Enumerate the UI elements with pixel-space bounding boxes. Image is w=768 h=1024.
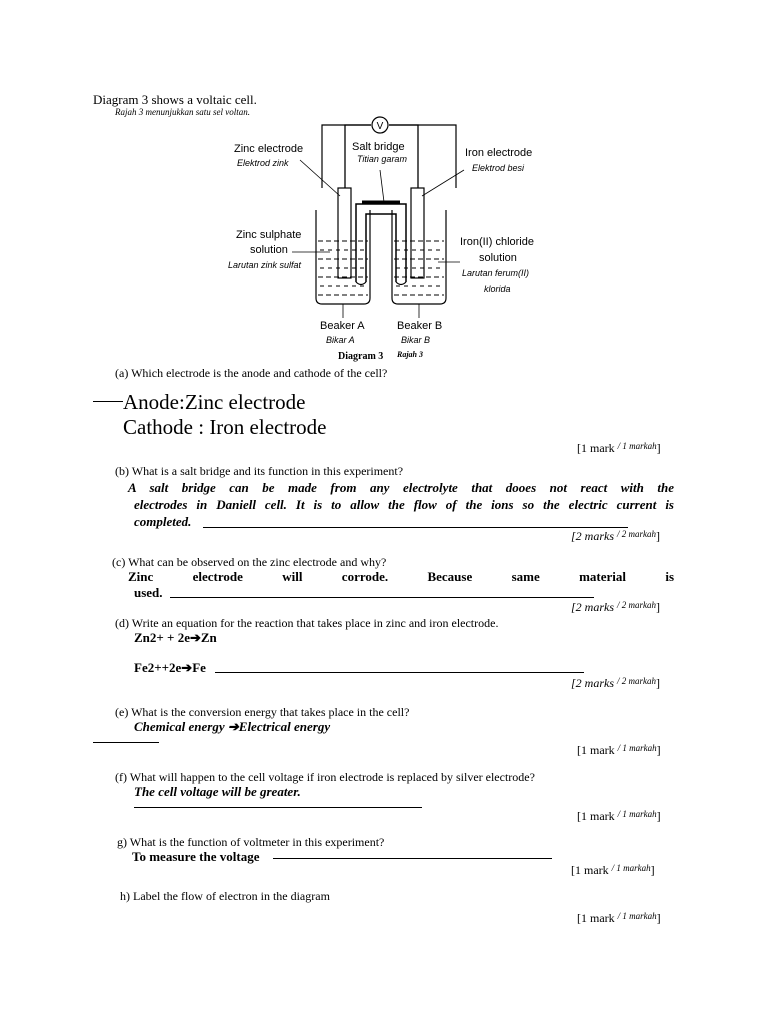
answer-line-c [170,597,594,598]
zinc-electrode-rod [338,188,351,278]
answer-a-1: Anode:Zinc electrode [123,390,306,414]
question-c: (c) What can be observed on the zinc electrode and why? [112,555,387,569]
diagram-caption-my: Rajah 3 [397,350,424,359]
answer-d-2: Fe2++2e➔Fe [134,660,206,675]
label-beaker-b: Beaker B [397,320,443,332]
diagram-caption: Diagram 3 [338,351,384,362]
label-iron-chloride-1: Iron(II) chloride [460,236,534,248]
marks-b: [2 marks $^{/ 2 markah}$] [571,529,661,543]
answer-b-2: electrodes in Daniell cell. It is to allow the flow of the ions so the electric current is [134,497,674,512]
question-e: (e) What is the conversion energy that takes place in the cell? [115,705,410,719]
question-g: g) What is the function of voltmeter in this experiment? [117,835,385,849]
question-a: (a) Which electrode is the anode and cathode of the cell? [115,366,388,380]
label-beaker-b-my: Bikar B [401,335,431,345]
marks-h: [1 mark $^{/ 1 markah}$] [577,911,661,925]
label-iron-chloride-2: solution [479,252,517,264]
question-b: (b) What is a salt bridge and its function in this experiment? [115,464,404,478]
answer-g: To measure the voltage [132,849,260,864]
intro-subtext: Rajah 3 menunjukkan satu sel voltan. [115,107,250,117]
intro-text: Diagram 3 shows a voltaic cell. [93,92,257,107]
label-iron-electrode-my: Elektrod besi [472,163,525,173]
marks-f: [1 mark $^{/ 1 markah}$] [577,809,661,823]
iron-electrode-rod [411,188,424,278]
answer-line-g [273,858,552,859]
marks-e: [1 mark $^{/ 1 markah}$] [577,743,661,757]
voltmeter-symbol: V [376,121,384,132]
label-salt-bridge-my: Titian garam [357,154,407,164]
label-iron-chloride-my-1: Larutan ferum(II) [462,268,530,278]
answer-line-b [203,527,628,528]
label-salt-bridge: Salt bridge [352,141,405,153]
label-zinc-sulphate-1: Zinc sulphate [236,229,302,241]
label-zinc-sulphate-2: solution [250,244,288,256]
marks-a: [1 mark $^{/ 1 markah}$] [577,441,661,455]
answer-line-d [215,672,584,673]
label-zinc-electrode-my: Elektrod zink [237,158,289,168]
answer-line-e [93,742,159,743]
salt-bridge [356,204,406,282]
label-beaker-a: Beaker A [320,320,365,332]
answer-f: The cell voltage will be greater. [134,784,301,799]
answer-b-3: completed. [134,514,192,529]
label-iron-chloride-my-2: klorida [484,284,511,294]
question-d: (d) Write an equation for the reaction that takes place in zinc and iron electrode. [115,616,499,630]
voltaic-cell-diagram [0,0,768,380]
marks-c: [2 marks $^{/ 2 markah}$] [571,600,661,614]
answer-a-2: Cathode : Iron electrode [123,415,327,439]
label-zinc-electrode: Zinc electrode [234,143,304,155]
answer-b-1: A salt bridge can be made from any electrolyte that dooes not react with the [128,480,674,495]
answer-d-1: Zn2+ + 2e➔Zn [134,630,217,645]
answer-line-f [134,807,422,808]
label-beaker-a-my: Bikar A [326,335,355,345]
answer-c-2: used. [134,585,163,600]
marks-d: [2 marks $^{/ 2 markah}$] [571,676,661,690]
question-h: h) Label the flow of electron in the diagram [120,889,330,903]
answer-e: Chemical energy ➔Electrical energy [134,719,331,734]
marks-g: [1 mark $^{/ 1 markah}$] [571,863,655,877]
question-f: (f) What will happen to the cell voltage if iron electrode is replaced by silver electrode? [115,770,535,784]
answer-c-1: Zinc electrode will corrode. Because same material is [128,569,674,584]
label-iron-electrode: Iron electrode [465,147,533,159]
answer-line-a [93,401,123,402]
label-zinc-sulphate-my: Larutan zink sulfat [228,260,302,270]
